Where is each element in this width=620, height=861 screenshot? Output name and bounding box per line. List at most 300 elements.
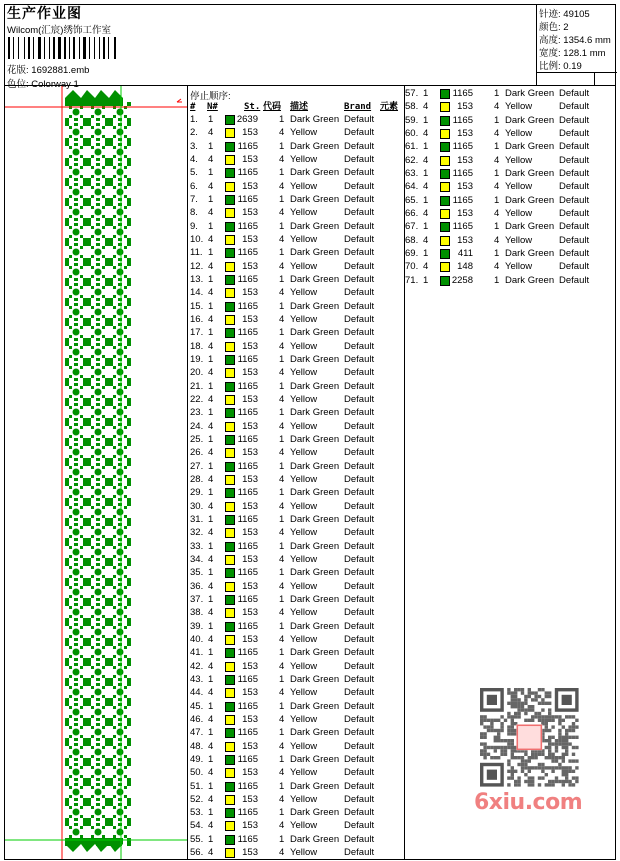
qr-module <box>507 688 510 691</box>
qr-module <box>545 691 548 694</box>
qr-module <box>511 749 514 752</box>
row-code: 1 <box>494 141 500 153</box>
qr-module <box>531 780 534 783</box>
row-needle: 4 <box>208 607 214 619</box>
barcode-bar <box>108 37 109 59</box>
row-index: 39. <box>190 620 204 632</box>
qr-module <box>572 776 575 779</box>
qr-module <box>487 725 490 728</box>
qr-module <box>514 698 517 701</box>
qr-module <box>548 712 551 715</box>
row-description: Yellow <box>290 767 318 779</box>
row-description: Yellow <box>505 127 533 139</box>
color-count <box>539 19 569 33</box>
row-code: 1 <box>279 114 285 125</box>
qr-module <box>565 736 568 739</box>
qr-module <box>562 725 565 728</box>
page-title: 生产作业图 <box>7 5 82 21</box>
qr-module <box>500 722 503 725</box>
qr-module <box>521 756 524 759</box>
qr-module <box>483 746 486 749</box>
barcode-bar <box>94 37 95 59</box>
row-description: Yellow <box>505 207 533 219</box>
qr-module <box>528 756 531 759</box>
qr-module <box>558 763 561 766</box>
row-needle: 1 <box>423 247 429 259</box>
row-stitches: 1165 <box>237 780 258 792</box>
qr-module <box>511 773 514 776</box>
row-stitches: 1165 <box>237 833 258 845</box>
qr-module <box>514 756 517 759</box>
row-code: 4 <box>494 127 500 139</box>
row-code: 4 <box>279 393 285 405</box>
row-stitches: 153 <box>242 260 258 272</box>
row-code: 4 <box>279 740 285 752</box>
row-code: 1 <box>279 407 285 419</box>
row-stitches: 153 <box>457 234 473 246</box>
row-index: 70. <box>405 261 419 273</box>
row-stitches: 153 <box>242 713 258 725</box>
row-brand: Default <box>559 274 590 286</box>
row-description: Dark Green <box>505 141 555 153</box>
info-value: 1354.6 mm <box>563 35 611 46</box>
row-code: 4 <box>279 207 285 219</box>
row-index: 16. <box>190 313 204 325</box>
row-code: 1 <box>279 353 285 365</box>
qr-module <box>507 770 510 773</box>
row-code: 1 <box>279 220 285 232</box>
qr-module <box>531 753 534 756</box>
qr-module <box>500 746 503 749</box>
row-stitches: 1165 <box>237 620 258 632</box>
row-brand: Default <box>559 221 590 233</box>
row-needle: 1 <box>208 380 214 392</box>
row-brand: Default <box>344 807 375 819</box>
qr-module <box>541 770 544 773</box>
row-brand: Default <box>344 473 375 485</box>
row-stitches: 153 <box>242 820 258 832</box>
qr-module <box>534 695 537 698</box>
row-index: 29. <box>190 487 204 499</box>
qr-module <box>531 708 534 711</box>
qr-module <box>504 749 507 752</box>
row-needle: 1 <box>208 540 214 552</box>
qr-module <box>534 698 537 701</box>
start-marker-icon <box>177 99 182 102</box>
qr-module <box>538 753 541 756</box>
row-index: 33. <box>190 540 204 552</box>
qr-finder <box>487 770 497 780</box>
qr-module <box>568 736 571 739</box>
qr-module <box>531 766 534 769</box>
row-stitches: 1165 <box>237 167 258 179</box>
row-code: 4 <box>279 153 285 165</box>
qr-module <box>511 691 514 694</box>
qr-module <box>551 753 554 756</box>
row-index: 41. <box>190 647 204 659</box>
row-needle: 1 <box>423 221 429 233</box>
col-header-element: 元素 <box>380 102 399 112</box>
qr-module <box>541 708 544 711</box>
qr-module <box>521 708 524 711</box>
row-description: Yellow <box>505 234 533 246</box>
row-needle: 4 <box>208 207 214 219</box>
barcode-bar <box>8 37 10 59</box>
qr-module <box>507 729 510 732</box>
row-stitches: 1165 <box>237 647 258 659</box>
barcode-bar <box>38 37 41 59</box>
row-needle: 4 <box>208 447 214 459</box>
row-code: 4 <box>279 420 285 432</box>
row-brand: Default <box>344 287 375 299</box>
qr-module <box>528 708 531 711</box>
row-description: Yellow <box>290 633 318 645</box>
row-index: 11. <box>190 247 203 259</box>
row-description: Yellow <box>505 154 533 166</box>
barcode-bar <box>99 37 100 59</box>
row-code: 1 <box>494 114 500 126</box>
row-description: Dark Green <box>290 753 340 765</box>
qr-module <box>558 732 561 735</box>
qr-module <box>524 702 527 705</box>
row-description: Dark Green <box>290 193 340 205</box>
qr-module <box>545 725 548 728</box>
row-code: 1 <box>279 540 285 552</box>
qr-module <box>511 766 514 769</box>
qr-module <box>524 712 527 715</box>
qr-module <box>511 746 514 749</box>
qr-module <box>548 746 551 749</box>
row-index: 7. <box>190 193 198 205</box>
row-needle: 4 <box>423 101 429 113</box>
row-code: 4 <box>279 180 285 192</box>
row-stitches: 1165 <box>452 194 473 206</box>
row-needle: 1 <box>208 220 214 232</box>
qr-module <box>500 739 503 742</box>
row-code: 1 <box>279 727 285 739</box>
row-stitches: 1165 <box>452 88 473 99</box>
row-description: Yellow <box>290 447 318 459</box>
row-index: 8. <box>190 207 198 219</box>
row-description: Dark Green <box>290 220 340 232</box>
row-stitches: 153 <box>242 740 258 752</box>
row-code: 1 <box>494 274 500 286</box>
row-description: Dark Green <box>505 114 555 126</box>
row-stitches: 1165 <box>237 353 258 365</box>
barcode-bar <box>44 37 45 59</box>
qr-module <box>524 763 527 766</box>
qr-module <box>565 749 568 752</box>
row-description: Dark Green <box>290 727 340 739</box>
row-index: 57. <box>405 88 419 99</box>
row-description: Yellow <box>290 687 318 699</box>
row-code: 1 <box>279 327 285 339</box>
row-index: 69. <box>405 247 419 259</box>
row-brand: Default <box>344 620 375 632</box>
file-label: 花版: <box>7 65 29 76</box>
info-footer <box>537 72 617 85</box>
row-code: 1 <box>494 221 500 233</box>
qr-module <box>517 698 520 701</box>
qr-module <box>494 736 497 739</box>
qr-module <box>548 708 551 711</box>
row-brand: Default <box>344 393 375 405</box>
qr-module <box>545 773 548 776</box>
qr-module <box>568 780 571 783</box>
row-needle: 4 <box>208 820 214 832</box>
qr-module <box>524 695 527 698</box>
qr-module <box>531 705 534 708</box>
qr-module <box>514 702 517 705</box>
row-needle: 1 <box>208 833 214 845</box>
row-index: 45. <box>190 700 204 712</box>
qr-module <box>490 756 493 759</box>
qr-module <box>558 722 561 725</box>
divider <box>187 85 188 860</box>
barcode-bar <box>58 37 61 59</box>
row-description: Dark Green <box>290 833 340 845</box>
qr-module <box>562 753 565 756</box>
row-brand: Default <box>344 367 375 379</box>
qr-module <box>555 715 558 718</box>
row-brand: Default <box>344 607 375 619</box>
qr-module <box>497 746 500 749</box>
qr-module <box>524 773 527 776</box>
qr-module <box>517 715 520 718</box>
row-code: 1 <box>279 300 285 312</box>
qr-module <box>562 770 565 773</box>
qr-module <box>483 749 486 752</box>
row-description: Dark Green <box>290 620 340 632</box>
qr-module <box>541 776 544 779</box>
row-description: Yellow <box>505 101 533 113</box>
row-brand: Default <box>344 713 375 725</box>
qr-module <box>551 756 554 759</box>
info-label: 比例: <box>539 61 561 72</box>
qr-module <box>511 729 514 732</box>
qr-module <box>545 766 548 769</box>
row-code: 1 <box>494 247 500 259</box>
row-index: 40. <box>190 633 204 645</box>
qr-module <box>558 742 561 745</box>
row-code: 1 <box>279 647 285 659</box>
row-code: 4 <box>279 340 285 352</box>
qr-module <box>487 719 490 722</box>
qr-module <box>572 753 575 756</box>
qr-module <box>490 729 493 732</box>
design-width <box>539 45 606 59</box>
row-code: 1 <box>494 194 500 206</box>
row-description: Yellow <box>290 847 318 859</box>
row-needle: 4 <box>208 500 214 512</box>
row-brand: Default <box>344 647 375 659</box>
qr-module <box>480 753 483 756</box>
row-brand: Default <box>344 180 375 192</box>
qr-module <box>511 742 514 745</box>
qr-module <box>494 749 497 752</box>
qr-module <box>568 759 571 762</box>
qr-module <box>497 736 500 739</box>
qr-module <box>572 759 575 762</box>
qr-module <box>545 729 548 732</box>
qr-module <box>575 766 578 769</box>
row-index: 15. <box>190 300 204 312</box>
row-index: 12. <box>190 260 204 272</box>
row-brand: Default <box>344 233 375 245</box>
qr-module <box>517 780 520 783</box>
qr-module <box>521 691 524 694</box>
qr-module <box>504 746 507 749</box>
qr-module <box>562 766 565 769</box>
row-needle: 1 <box>208 300 214 312</box>
qr-module <box>494 756 497 759</box>
qr-module <box>524 759 527 762</box>
qr-module <box>562 780 565 783</box>
qr-module <box>514 712 517 715</box>
qr-module <box>548 756 551 759</box>
row-stitches: 153 <box>242 553 258 565</box>
row-code: 4 <box>279 527 285 539</box>
qr-module <box>507 746 510 749</box>
row-brand: Default <box>344 300 375 312</box>
qr-module <box>500 729 503 732</box>
qr-module <box>541 766 544 769</box>
qr-module <box>565 746 568 749</box>
col-header-code: 代码 <box>263 102 282 112</box>
row-code: 4 <box>494 181 500 193</box>
qr-module <box>555 749 558 752</box>
row-index: 3. <box>190 140 198 152</box>
qr-module <box>528 766 531 769</box>
row-needle: 4 <box>208 793 214 805</box>
row-brand: Default <box>559 247 590 259</box>
row-brand: Default <box>344 580 375 592</box>
row-code: 4 <box>279 580 285 592</box>
qr-module <box>528 719 531 722</box>
row-index: 18. <box>190 340 204 352</box>
row-description: Dark Green <box>290 327 340 339</box>
qr-module <box>517 708 520 711</box>
qr-module <box>528 780 531 783</box>
row-stitches: 153 <box>457 181 473 193</box>
qr-module <box>558 729 561 732</box>
qr-module <box>548 742 551 745</box>
qr-module <box>568 783 571 786</box>
row-needle: 1 <box>208 460 214 472</box>
qr-module <box>514 691 517 694</box>
row-index: 43. <box>190 673 204 685</box>
qr-module <box>534 756 537 759</box>
row-index: 50. <box>190 767 204 779</box>
row-brand: Default <box>344 780 375 792</box>
qr-module <box>524 766 527 769</box>
col-header-index: # <box>190 102 196 112</box>
qr-module <box>575 725 578 728</box>
qr-module <box>514 705 517 708</box>
row-index: 27. <box>190 460 204 472</box>
row-index: 42. <box>190 660 204 672</box>
row-code: 4 <box>279 447 285 459</box>
row-description: Yellow <box>290 367 318 379</box>
row-code: 4 <box>279 127 285 139</box>
row-brand: Default <box>344 273 375 285</box>
qr-module <box>565 753 568 756</box>
col-header-description: 描述 <box>290 102 309 112</box>
barcode <box>8 37 120 59</box>
row-brand: Default <box>344 460 375 472</box>
row-needle: 1 <box>423 167 429 179</box>
row-brand: Default <box>559 261 590 273</box>
qr-finder <box>487 695 497 705</box>
row-stitches: 153 <box>242 633 258 645</box>
row-needle: 1 <box>208 567 214 579</box>
qr-module <box>548 702 551 705</box>
row-brand: Default <box>344 340 375 352</box>
qr-module <box>507 725 510 728</box>
row-index: 31. <box>190 513 204 525</box>
qr-module <box>548 691 551 694</box>
row-index: 36. <box>190 580 204 592</box>
row-index: 46. <box>190 713 204 725</box>
qr-module <box>572 746 575 749</box>
row-brand: Default <box>344 567 375 579</box>
qr-module <box>565 742 568 745</box>
qr-module <box>551 725 554 728</box>
row-index: 4. <box>190 153 198 165</box>
qr-module <box>541 688 544 691</box>
qr-module <box>568 766 571 769</box>
qr-module <box>504 719 507 722</box>
qr-module <box>548 719 551 722</box>
row-stitches: 153 <box>457 207 473 219</box>
row-brand: Default <box>344 793 375 805</box>
row-stitches: 153 <box>242 447 258 459</box>
row-needle: 4 <box>208 633 214 645</box>
row-needle: 1 <box>208 647 214 659</box>
row-needle: 4 <box>208 233 214 245</box>
row-index: 53. <box>190 807 204 819</box>
info-label: 针迹: <box>539 9 561 20</box>
row-stitches: 1165 <box>237 407 258 419</box>
row-needle: 1 <box>208 140 214 152</box>
row-stitches: 1165 <box>237 460 258 472</box>
qr-module <box>551 766 554 769</box>
qr-module <box>511 776 514 779</box>
qr-module <box>524 708 527 711</box>
row-description: Yellow <box>290 313 318 325</box>
row-brand: Default <box>344 207 375 219</box>
row-index: 65. <box>405 194 419 206</box>
embroidery-preview <box>5 86 187 859</box>
row-brand: Default <box>559 127 590 139</box>
row-index: 21. <box>190 380 204 392</box>
qr-module <box>538 763 541 766</box>
qr-module <box>480 749 483 752</box>
row-code: 4 <box>279 233 285 245</box>
row-description: Dark Green <box>290 140 340 152</box>
row-description: Dark Green <box>290 487 340 499</box>
row-needle: 4 <box>208 527 214 539</box>
qr-module <box>490 719 493 722</box>
qr-module <box>514 780 517 783</box>
qr-finder <box>562 695 572 705</box>
row-needle: 1 <box>208 247 214 259</box>
qr-module <box>494 729 497 732</box>
row-brand: Default <box>344 353 375 365</box>
row-needle: 1 <box>208 327 214 339</box>
qr-module <box>575 759 578 762</box>
qr-module <box>514 688 517 691</box>
